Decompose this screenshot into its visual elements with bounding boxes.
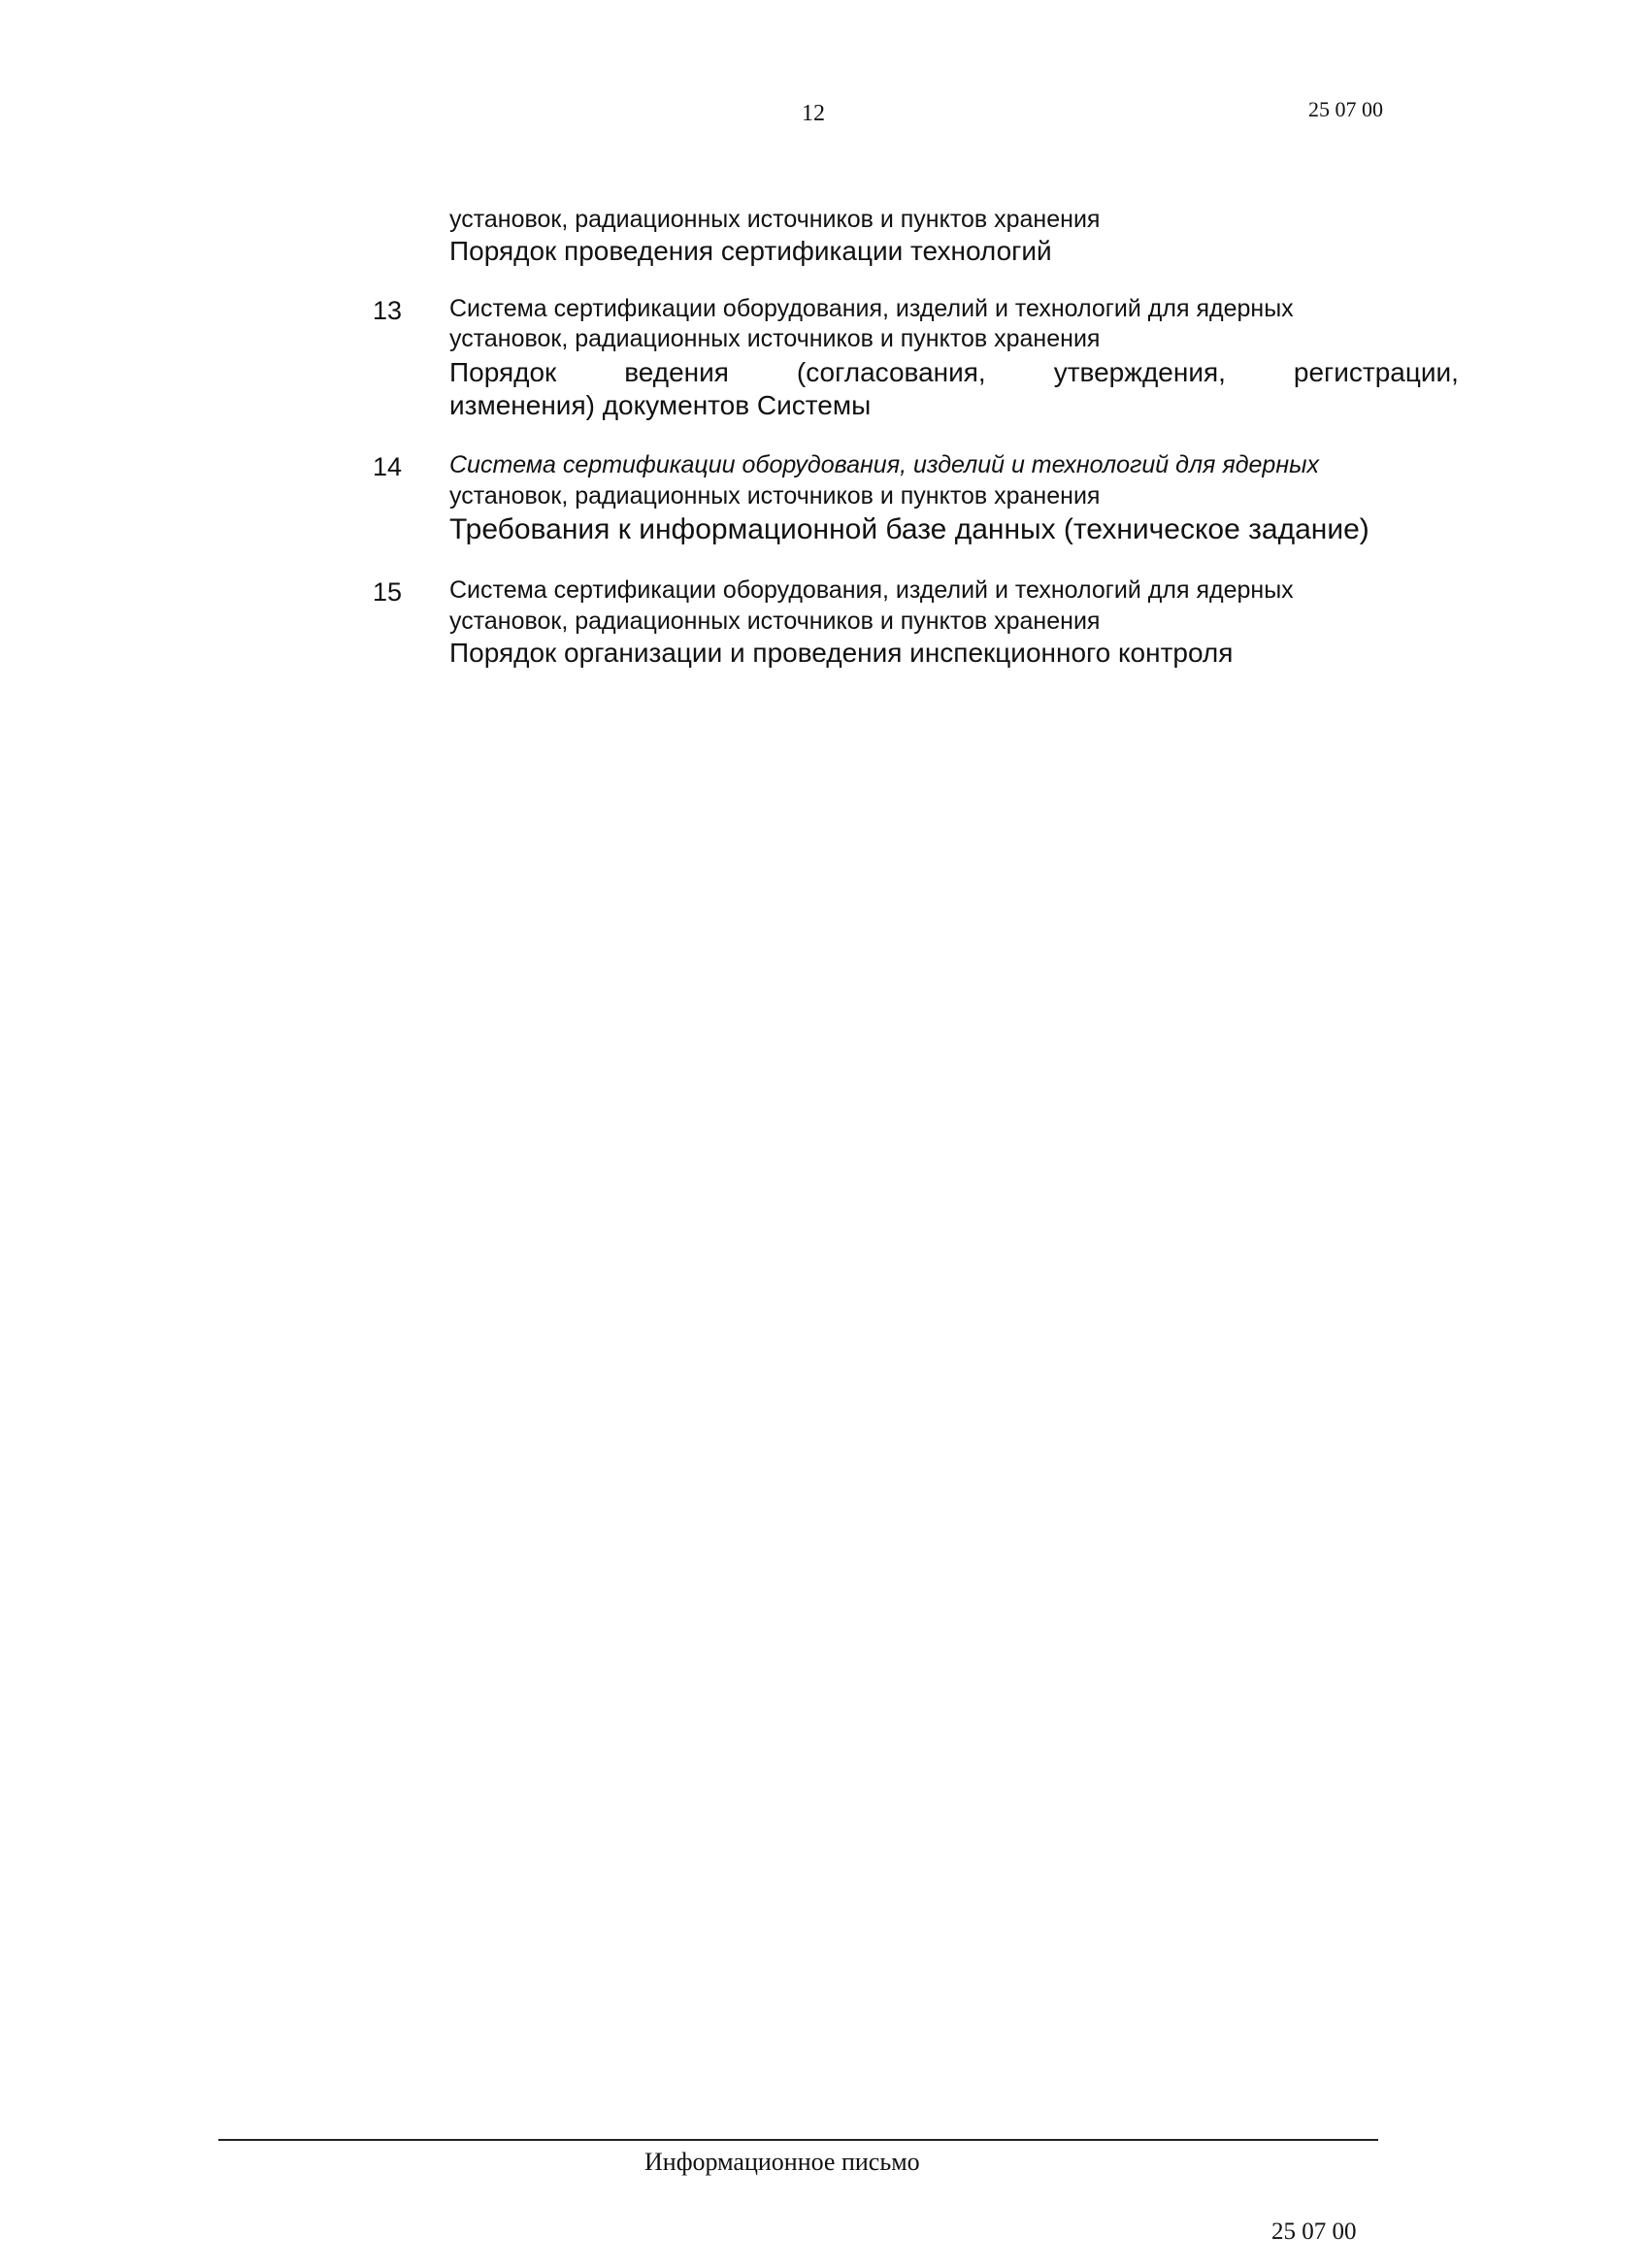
- footer-title: Информационное письмо: [644, 2148, 920, 2176]
- page-number: 12: [802, 101, 825, 126]
- continuation-line: установок, радиационных источников и пунктов хранения: [449, 206, 1101, 233]
- continuation-title: Порядок проведения сертификации технологий: [449, 236, 1052, 266]
- footer-date: 25 07 00: [1271, 2219, 1357, 2245]
- item-title: Требования к информационной базе данных (техническое задание): [449, 513, 1369, 545]
- item-title: Порядок организации и проведения инспекционного контроля: [449, 638, 1234, 668]
- item-title-line2: изменения) документов Системы: [449, 390, 872, 420]
- title-word: регистрации,: [1293, 357, 1459, 387]
- item-line: установок, радиационных источников и пунктов хранения: [449, 325, 1101, 352]
- item-number: 14: [373, 452, 403, 481]
- item-number: 15: [373, 577, 403, 607]
- title-word: утверждения,: [1053, 357, 1226, 387]
- title-word: ведения: [624, 357, 729, 387]
- title-word: (согласования,: [796, 357, 986, 387]
- item-title: [449, 355, 1459, 390]
- item-line: Система сертификации оборудования, изделий и технологий для ядерных: [449, 576, 1294, 604]
- item-line: установок, радиационных источников и пунктов хранения: [449, 482, 1101, 509]
- title-word: Порядок: [449, 357, 557, 387]
- header-date: 25 07 00: [1308, 97, 1383, 121]
- item-number: 13: [373, 296, 403, 325]
- item-line: Система сертификации оборудования, изделий и технологий для ядерных: [449, 451, 1319, 478]
- footer-divider: [218, 2139, 1378, 2141]
- item-line: Система сертификации оборудования, изделий и технологий для ядерных: [449, 295, 1294, 322]
- item-line: установок, радиационных источников и пунктов хранения: [449, 608, 1101, 635]
